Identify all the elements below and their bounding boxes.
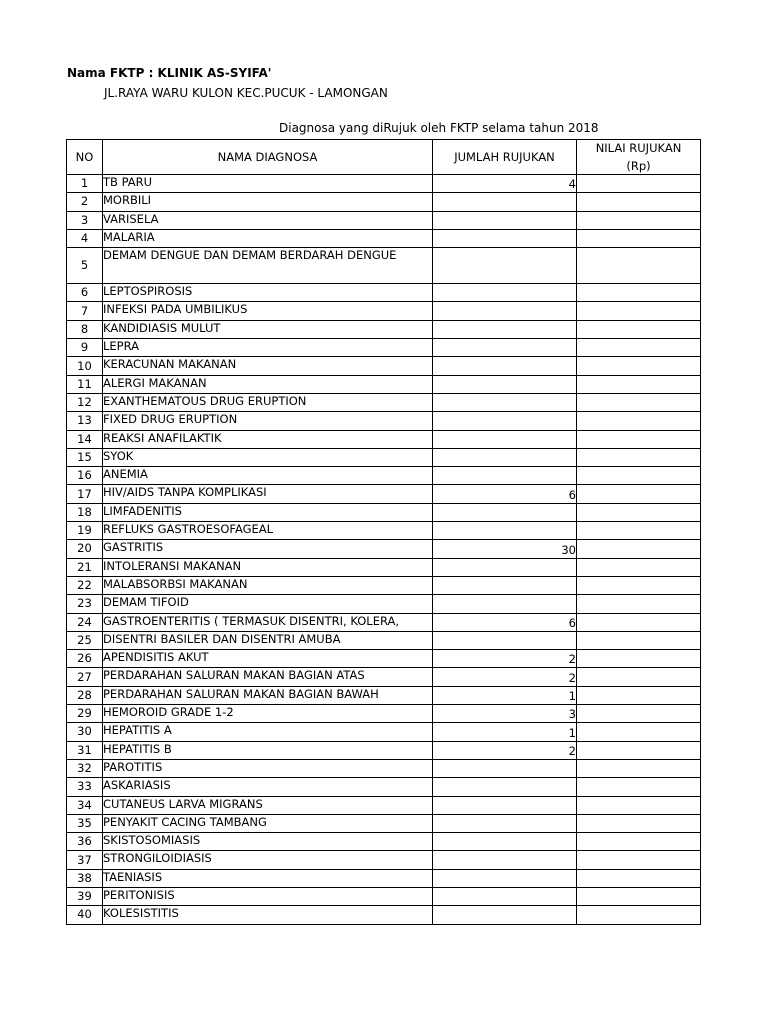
referral-count: 30 [433,540,577,558]
row-number: 19 [67,522,103,540]
diagnosis-name: VARISELA [103,211,433,229]
column-header-no: NO [67,140,103,175]
row-number: 22 [67,576,103,594]
referral-value [577,759,701,777]
referral-value [577,375,701,393]
referral-value [577,613,701,631]
referral-count [433,759,577,777]
referral-table [66,139,701,925]
table-row [67,906,701,924]
referral-value [577,741,701,759]
diagnosis-name: ALERGI MAKANAN [103,375,433,393]
referral-count [433,193,577,211]
table-row [67,814,701,832]
diagnosis-name: ANEMIA [103,467,433,485]
diagnosis-name: INFEKSI PADA UMBILIKUS [103,302,433,320]
table-row [67,631,701,649]
fktp-name: Nama FKTP : KLINIK AS-SYIFA' [67,66,272,80]
referral-count: 2 [433,650,577,668]
referral-count [433,631,577,649]
table-row [67,248,701,284]
diagnosis-name: LEPTOSPIROSIS [103,284,433,302]
row-number: 11 [67,375,103,393]
row-number: 24 [67,613,103,631]
table-row [67,851,701,869]
table-row [67,522,701,540]
row-number: 31 [67,741,103,759]
table-row [67,576,701,594]
referral-value [577,851,701,869]
table-row [67,796,701,814]
referral-value [577,887,701,905]
row-number: 33 [67,778,103,796]
referral-count [433,558,577,576]
referral-count [433,869,577,887]
table-row [67,229,701,247]
referral-value [577,595,701,613]
diagnosis-name: KANDIDIASIS MULUT [103,320,433,338]
row-number: 8 [67,320,103,338]
row-number: 38 [67,869,103,887]
fktp-address: JL.RAYA WARU KULON KEC.PUCUK - LAMONGAN [104,86,388,100]
diagnosis-name: APENDISITIS AKUT [103,650,433,668]
referral-value [577,467,701,485]
row-number: 6 [67,284,103,302]
row-number: 9 [67,339,103,357]
row-number: 12 [67,393,103,411]
row-number: 18 [67,503,103,521]
table-row [67,302,701,320]
diagnosis-name: CUTANEUS LARVA MIGRANS [103,796,433,814]
referral-value [577,576,701,594]
table-row [67,467,701,485]
row-number: 10 [67,357,103,375]
table-row [67,595,701,613]
referral-count: 3 [433,705,577,723]
referral-value [577,833,701,851]
column-header-jumlah: JUMLAH RUJUKAN [433,140,577,175]
referral-count [433,375,577,393]
row-number: 7 [67,302,103,320]
diagnosis-name: HEMOROID GRADE 1-2 [103,705,433,723]
referral-count [433,467,577,485]
table-header-row [67,140,701,175]
table-row [67,869,701,887]
table-row [67,558,701,576]
referral-count [433,448,577,466]
table-row [67,448,701,466]
diagnosis-name: TAENIASIS [103,869,433,887]
referral-value [577,796,701,814]
referral-count [433,887,577,905]
referral-value [577,668,701,686]
referral-count [433,284,577,302]
table-row [67,833,701,851]
row-number: 35 [67,814,103,832]
table-row [67,540,701,558]
row-number: 4 [67,229,103,247]
referral-count [433,833,577,851]
diagnosis-name: REAKSI ANAFILAKTIK [103,430,433,448]
report-title: Diagnosa yang diRujuk oleh FKTP selama tahun 2018 [279,121,599,135]
referral-value [577,631,701,649]
referral-value [577,248,701,284]
row-number: 34 [67,796,103,814]
diagnosis-name: DISENTRI BASILER DAN DISENTRI AMUBA [103,631,433,649]
diagnosis-name: ASKARIASIS [103,778,433,796]
referral-count [433,393,577,411]
referral-count: 1 [433,686,577,704]
referral-count [433,778,577,796]
diagnosis-name: REFLUKS GASTROESOFAGEAL [103,522,433,540]
referral-value [577,229,701,247]
referral-count [433,229,577,247]
referral-count [433,430,577,448]
referral-value [577,503,701,521]
diagnosis-name: PERITONISIS [103,887,433,905]
referral-count [433,302,577,320]
table-row [67,503,701,521]
referral-count: 2 [433,668,577,686]
row-number: 2 [67,193,103,211]
row-number: 29 [67,705,103,723]
referral-value [577,357,701,375]
table-row [67,778,701,796]
referral-value [577,705,701,723]
referral-count: 6 [433,485,577,503]
row-number: 27 [67,668,103,686]
diagnosis-name: GASTRITIS [103,540,433,558]
referral-value [577,430,701,448]
column-header-nilai-line1: NILAI RUJUKAN [595,141,682,156]
row-number: 14 [67,430,103,448]
referral-value [577,320,701,338]
diagnosis-name: MALARIA [103,229,433,247]
row-number: 37 [67,851,103,869]
referral-count [433,576,577,594]
diagnosis-name: PENYAKIT CACING TAMBANG [103,814,433,832]
column-header-nilai [577,140,701,175]
diagnosis-name: TB PARU [103,175,433,193]
row-number: 21 [67,558,103,576]
row-number: 15 [67,448,103,466]
diagnosis-name: EXANTHEMATOUS DRUG ERUPTION [103,393,433,411]
row-number: 23 [67,595,103,613]
referral-value [577,558,701,576]
diagnosis-name: SKISTOSOMIASIS [103,833,433,851]
referral-value [577,284,701,302]
table-row [67,723,701,741]
column-header-diagnosis: NAMA DIAGNOSA [103,140,433,175]
referral-count [433,211,577,229]
referral-count [433,339,577,357]
row-number: 30 [67,723,103,741]
diagnosis-name: PAROTITIS [103,759,433,777]
table-row [67,887,701,905]
row-number: 40 [67,906,103,924]
diagnosis-name: FIXED DRUG ERUPTION [103,412,433,430]
row-number: 1 [67,175,103,193]
referral-count [433,522,577,540]
row-number: 13 [67,412,103,430]
referral-value [577,906,701,924]
referral-count [433,851,577,869]
referral-value [577,193,701,211]
diagnosis-name: LIMFADENITIS [103,503,433,521]
referral-value [577,778,701,796]
row-number: 26 [67,650,103,668]
table-row [67,284,701,302]
diagnosis-name: DEMAM DENGUE DAN DEMAM BERDARAH DENGUE [103,248,433,284]
referral-value [577,869,701,887]
referral-count [433,248,577,284]
diagnosis-name: MALABSORBSI MAKANAN [103,576,433,594]
diagnosis-name: SYOK [103,448,433,466]
row-number: 28 [67,686,103,704]
referral-count: 2 [433,741,577,759]
referral-value [577,448,701,466]
diagnosis-name: STRONGILOIDIASIS [103,851,433,869]
table-row [67,193,701,211]
diagnosis-name: HEPATITIS A [103,723,433,741]
table-row [67,211,701,229]
row-number: 25 [67,631,103,649]
table-row [67,430,701,448]
table-row [67,339,701,357]
table-row [67,686,701,704]
referral-count: 4 [433,175,577,193]
table-row [67,613,701,631]
row-number: 32 [67,759,103,777]
table-row [67,320,701,338]
referral-count [433,320,577,338]
row-number: 16 [67,467,103,485]
diagnosis-name: PERDARAHAN SALURAN MAKAN BAGIAN ATAS [103,668,433,686]
table-row [67,759,701,777]
diagnosis-name: LEPRA [103,339,433,357]
referral-value [577,412,701,430]
diagnosis-name: INTOLERANSI MAKANAN [103,558,433,576]
column-header-nilai-line2: (Rp) [626,158,651,173]
referral-count [433,796,577,814]
referral-value [577,211,701,229]
referral-count [433,906,577,924]
diagnosis-name: GASTROENTERITIS ( TERMASUK DISENTRI, KOLERA, [103,613,433,631]
row-number: 5 [67,248,103,284]
table-row [67,485,701,503]
referral-count [433,814,577,832]
referral-count [433,412,577,430]
diagnosis-name: MORBILI [103,193,433,211]
referral-value [577,540,701,558]
referral-count [433,503,577,521]
row-number: 36 [67,833,103,851]
diagnosis-name: HEPATITIS B [103,741,433,759]
referral-value [577,302,701,320]
referral-count [433,595,577,613]
referral-value [577,339,701,357]
referral-value [577,175,701,193]
diagnosis-name: HIV/AIDS TANPA KOMPLIKASI [103,485,433,503]
table-row [67,705,701,723]
table-row [67,650,701,668]
row-number: 39 [67,887,103,905]
referral-value [577,650,701,668]
table-body [67,175,701,925]
referral-value [577,393,701,411]
table-row [67,741,701,759]
referral-value [577,723,701,741]
diagnosis-name: DEMAM TIFOID [103,595,433,613]
referral-value [577,686,701,704]
table-row [67,668,701,686]
diagnosis-name: KERACUNAN MAKANAN [103,357,433,375]
referral-value [577,485,701,503]
row-number: 3 [67,211,103,229]
referral-count: 1 [433,723,577,741]
referral-value [577,522,701,540]
table-row [67,375,701,393]
table-row [67,393,701,411]
referral-count [433,357,577,375]
table-row [67,412,701,430]
referral-value [577,814,701,832]
table-row [67,357,701,375]
row-number: 20 [67,540,103,558]
referral-count: 6 [433,613,577,631]
diagnosis-name: PERDARAHAN SALURAN MAKAN BAGIAN BAWAH [103,686,433,704]
diagnosis-name: KOLESISTITIS [103,906,433,924]
table-row [67,175,701,193]
row-number: 17 [67,485,103,503]
